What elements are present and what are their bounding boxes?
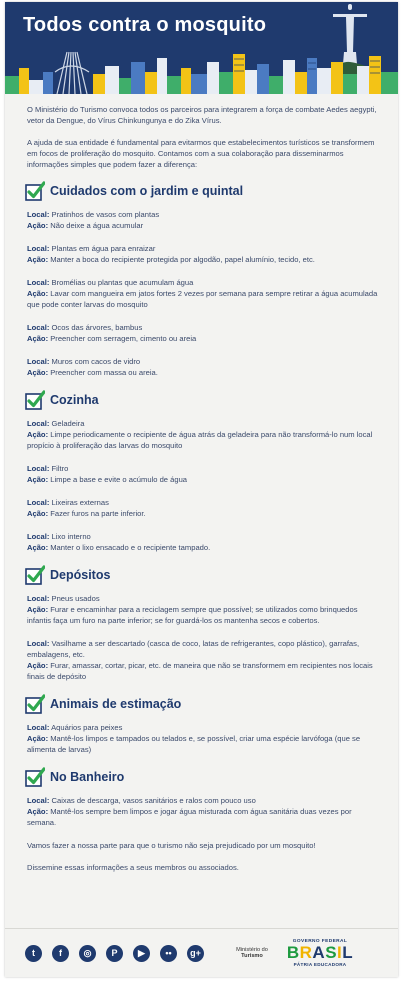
acao-value: Preencher com serragem, cimento ou areia bbox=[50, 334, 197, 343]
acao-label: Ação: bbox=[27, 509, 49, 518]
acao-value: Manter o lixo ensacado e o recipiente tampado. bbox=[50, 543, 211, 552]
list-item bbox=[27, 243, 378, 265]
local-label: Local: bbox=[27, 464, 50, 473]
local-value: Aquários para peixes bbox=[51, 723, 123, 732]
local-value: Plantas em água para enraizar bbox=[51, 244, 156, 253]
acao-label: Ação: bbox=[27, 543, 49, 552]
local-line bbox=[27, 209, 378, 220]
page-title: Todos contra o mosquito bbox=[23, 14, 267, 36]
list-item bbox=[27, 322, 378, 344]
social-links bbox=[25, 945, 204, 962]
checkbox-checked-icon bbox=[25, 390, 45, 410]
acao-label: Ação: bbox=[27, 221, 49, 230]
local-value: Lixeiras externas bbox=[51, 498, 109, 507]
section-heading bbox=[25, 767, 378, 787]
list-item bbox=[27, 497, 378, 519]
list-item bbox=[27, 209, 378, 231]
closing-paragraph: Vamos fazer a nossa parte para que o turismo não seja prejudicado por um mosquito! bbox=[27, 841, 316, 850]
local-value: Muros com cacos de vidro bbox=[51, 357, 141, 366]
closing-paragraph: Dissemine essas informações a seus membros ou associados. bbox=[27, 863, 239, 872]
brasil-wordmark: BRASIL bbox=[286, 943, 354, 962]
checkbox-checked-icon bbox=[25, 565, 45, 585]
section-heading bbox=[25, 181, 378, 201]
acao-line bbox=[27, 733, 378, 755]
acao-line bbox=[27, 806, 378, 828]
local-line bbox=[27, 243, 378, 254]
acao-value: Furar e encaminhar para a reciclagem sempre que possível; se utilizados como brinquedos infantis faça um furo na parte inferior; se for guardá-los os mantenha secos e cobertos. bbox=[27, 605, 358, 625]
local-value: Geladeira bbox=[51, 419, 85, 428]
list-item bbox=[27, 531, 378, 553]
checkbox-checked-icon bbox=[25, 767, 45, 787]
acao-label: Ação: bbox=[27, 255, 49, 264]
acao-line bbox=[27, 254, 378, 265]
acao-line bbox=[27, 288, 378, 310]
acao-line bbox=[27, 333, 378, 344]
acao-label: Ação: bbox=[27, 475, 49, 484]
pinterest-icon[interactable]: P bbox=[106, 945, 123, 962]
list-item bbox=[27, 418, 378, 451]
sections-list bbox=[27, 181, 378, 828]
acao-value: Limpe periodicamente o recipiente de água atrás da geladeira para não transformá-lo num local propício à proliferação das larvas do mosquito bbox=[27, 430, 373, 450]
local-line bbox=[27, 277, 378, 288]
acao-line bbox=[27, 429, 378, 451]
acao-label: Ação: bbox=[27, 430, 49, 439]
acao-line bbox=[27, 474, 378, 485]
acao-value: Lavar com mangueira em jatos fortes 2 vezes por semana para sempre retirar a água acumulada que pode conter larvas do mosquito bbox=[27, 289, 378, 309]
ministerio-turismo-logo: Ministério do Turismo bbox=[236, 946, 268, 959]
acao-label: Ação: bbox=[27, 334, 49, 343]
acao-line bbox=[27, 220, 378, 231]
list-item bbox=[27, 277, 378, 310]
acao-value: Não deixe a água acumular bbox=[50, 221, 144, 230]
local-label: Local: bbox=[27, 498, 50, 507]
local-value: Pneus usados bbox=[51, 594, 100, 603]
local-value: Ocos das árvores, bambus bbox=[51, 323, 143, 332]
acao-line bbox=[27, 604, 378, 626]
local-line bbox=[27, 418, 378, 429]
local-line bbox=[27, 356, 378, 367]
acao-value: Fazer furos na parte inferior. bbox=[50, 509, 146, 518]
local-label: Local: bbox=[27, 532, 50, 541]
facebook-icon[interactable]: f bbox=[52, 945, 69, 962]
acao-value: Preencher com massa ou areia. bbox=[50, 368, 158, 377]
acao-label: Ação: bbox=[27, 605, 49, 614]
local-value: Lixo interno bbox=[51, 532, 91, 541]
local-label: Local: bbox=[27, 244, 50, 253]
flickr-icon[interactable]: •• bbox=[160, 945, 177, 962]
local-label: Local: bbox=[27, 357, 50, 366]
list-item bbox=[27, 638, 378, 682]
acao-label: Ação: bbox=[27, 289, 49, 298]
section-title: Depósitos bbox=[50, 567, 111, 582]
acao-value: Mantê-los limpos e tampados ou telados e, se possível, criar uma espécie larvófoga (que se alimenta de larvas) bbox=[27, 734, 361, 754]
acao-line bbox=[27, 367, 378, 378]
local-line bbox=[27, 795, 378, 806]
section-heading bbox=[25, 390, 378, 410]
checkbox-checked-icon bbox=[25, 694, 45, 714]
acao-value: Manter a boca do recipiente protegida por algodão, papel alumínio, tecido, etc. bbox=[50, 255, 315, 264]
acao-label: Ação: bbox=[27, 734, 49, 743]
list-item bbox=[27, 795, 378, 828]
local-line bbox=[27, 497, 378, 508]
acao-label: Ação: bbox=[27, 368, 49, 377]
local-label: Local: bbox=[27, 594, 50, 603]
local-value: Vasilhame a ser descartado (casca de coco, latas de refrigerantes, copo plástico), garrafas, embalagens, etc. bbox=[27, 639, 360, 659]
acao-value: Limpe a base e evite o acúmulo de água bbox=[50, 475, 188, 484]
header-banner bbox=[5, 2, 398, 94]
local-label: Local: bbox=[27, 323, 50, 332]
local-label: Local: bbox=[27, 278, 50, 287]
section-title: Animais de estimação bbox=[50, 696, 182, 711]
local-label: Local: bbox=[27, 210, 50, 219]
local-value: Filtro bbox=[51, 464, 69, 473]
section-title: Cozinha bbox=[50, 392, 99, 407]
local-label: Local: bbox=[27, 639, 50, 648]
footer bbox=[5, 928, 398, 977]
list-item bbox=[27, 356, 378, 378]
local-line bbox=[27, 531, 378, 542]
list-item bbox=[27, 722, 378, 755]
local-value: Bromélias ou plantas que acumulam água bbox=[51, 278, 194, 287]
section-heading bbox=[25, 565, 378, 585]
twitter-icon[interactable]: t bbox=[25, 945, 42, 962]
intro-paragraph: O Ministério do Turismo convoca todos os parceiros para integrarem a força de combate Aedes aegypti, vetor da Dengue, do Vírus Chinkungunya e do Zika Vírus. bbox=[27, 105, 377, 125]
intro-paragraph: A ajuda de sua entidade é fundamental para evitarmos que estabelecimentos turísticos se transformem em focos de proliferação do mosquito. Contamos com a sua colaboração para disseminarmos informações simples que podem fazer a diferença: bbox=[27, 138, 375, 169]
acao-value: Mantê-los sempre bem limpos e jogar água misturada com água sanitária duas vezes por semana. bbox=[27, 807, 352, 827]
local-value: Pratinhos de vasos com plantas bbox=[51, 210, 160, 219]
section-heading bbox=[25, 694, 378, 714]
intro-text bbox=[27, 104, 378, 170]
local-value: Caixas de descarga, vasos sanitários e ralos com pouco uso bbox=[51, 796, 256, 805]
local-line bbox=[27, 638, 378, 660]
content-body bbox=[5, 94, 398, 873]
local-label: Local: bbox=[27, 723, 50, 732]
section-title: Cuidados com o jardim e quintal bbox=[50, 183, 244, 198]
acao-line bbox=[27, 660, 378, 682]
youtube-icon[interactable]: ▶ bbox=[133, 945, 150, 962]
google-plus-icon[interactable]: g+ bbox=[187, 945, 204, 962]
section-title: No Banheiro bbox=[50, 769, 125, 784]
acao-label: Ação: bbox=[27, 807, 49, 816]
closing-text bbox=[27, 840, 378, 873]
local-line bbox=[27, 722, 378, 733]
instagram-icon[interactable]: ◎ bbox=[79, 945, 96, 962]
local-label: Local: bbox=[27, 796, 50, 805]
local-line bbox=[27, 463, 378, 474]
acao-line bbox=[27, 542, 378, 553]
governo-federal-logo: GOVERNO FEDERAL BRASIL PÁTRIA EDUCADORA bbox=[286, 939, 354, 967]
acao-value: Furar, amassar, cortar, picar, etc. de maneira que não se transformem em recipientes nos locais finais de depósito bbox=[27, 661, 373, 681]
acao-line bbox=[27, 508, 378, 519]
list-item bbox=[27, 463, 378, 485]
newsletter-page bbox=[5, 2, 398, 977]
local-line bbox=[27, 593, 378, 604]
local-line bbox=[27, 322, 378, 333]
checkbox-checked-icon bbox=[25, 181, 45, 201]
acao-label: Ação: bbox=[27, 661, 49, 670]
list-item bbox=[27, 593, 378, 626]
local-label: Local: bbox=[27, 419, 50, 428]
